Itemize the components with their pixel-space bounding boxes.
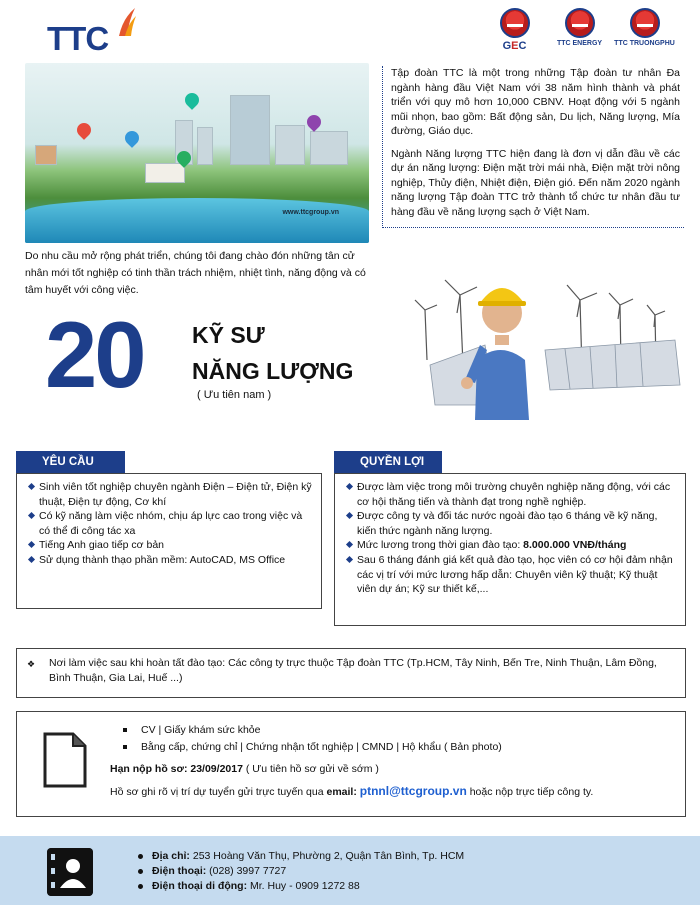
job-note: ( Ưu tiên nam ) [197, 389, 272, 401]
partner-logos [487, 8, 675, 52]
intro-paragraph-1: Tập đoàn TTC là một trong những Tập đoàn tư nhân Đa ngành hàng đầu Việt Nam với 38 năm hình thành và phát triển với quy mô hơn 10,000 CBNV. Hoạt động với 5 ngành mũi nhọn, bao gồm: Bất động sản, Du lịch, Năng lượng, Mía đường, Giáo dục. [391, 67, 680, 137]
company-intro [382, 66, 684, 228]
hero-illustration [25, 63, 369, 243]
deadline-label: Hạn nộp hồ sơ: 23/09/2017 [110, 763, 243, 775]
list-item: Sau 6 tháng đánh giá kết quả đào tạo, học viên có cơ hội đảm nhận các vị trí với mức lương hấp dẫn: Chuyên viên kỹ thuật; Kỹ thuật viên dự án; Kỹ sư thiết kế,... [347, 553, 679, 597]
email-label: email: [326, 786, 357, 798]
contact-phone [138, 864, 464, 879]
document-icon [43, 732, 87, 788]
requirements-list [29, 480, 315, 568]
job-count: 20 [45, 302, 144, 407]
requirements-box [16, 473, 322, 609]
ttc-truongphu-emblem-icon [630, 8, 660, 38]
list-item: Được công ty và đối tác nước ngoài đào tạo 6 tháng về kỹ năng, kiến thức ngành năng lượng. [347, 509, 679, 538]
list-item [347, 538, 679, 553]
email-link[interactable]: ptnnl@ttcgroup.vn [359, 784, 467, 798]
work-location-box [16, 648, 686, 698]
job-title-line-2: NĂNG LƯỢNG [192, 358, 354, 384]
requirements-heading: YÊU CẦU [16, 451, 125, 473]
submission-prefix: Hồ sơ ghi rõ vị trí dự tuyển gửi trực tuyến qua [110, 786, 327, 798]
ttc-logo [45, 6, 135, 57]
diamond-bullet-icon: ❖ [27, 659, 36, 669]
welcome-text: Do nhu cầu mở rộng phát triển, chúng tôi đang chào đón những tân cử nhân mới tốt nghiệp có tinh thần trách nhiệm, nhiệt tình, năng động và có tâm huyết với công việc. [25, 250, 366, 296]
benefits-list [347, 480, 679, 597]
contact-address [138, 849, 464, 864]
benefits-heading: QUYỀN LỢI [334, 451, 442, 473]
contact-card-icon [47, 848, 93, 896]
job-title-line-1: KỸ SƯ [192, 322, 265, 348]
gec-emblem-icon [500, 8, 530, 38]
application-documents-box [16, 711, 686, 817]
list-item: CV | Giấy khám sức khỏe [121, 722, 675, 739]
list-item: Có kỹ năng làm việc nhóm, chịu áp lực cao trong việc và có thể đi công tác xa [29, 509, 315, 538]
list-item: Sử dụng thành thạo phần mềm: AutoCAD, MS Office [29, 553, 315, 568]
mobile-value: Mr. Huy - 0909 1272 88 [247, 880, 360, 892]
ttc-energy-emblem-icon [565, 8, 595, 38]
salary-label: Mức lương trong thời gian đào tạo: [357, 539, 524, 552]
partner-gec-label: GΕC [502, 40, 527, 52]
list-item: Tiếng Anh giao tiếp cơ bản [29, 538, 315, 553]
deadline-line [110, 763, 379, 775]
deadline-note: ( Ưu tiên hồ sơ gửi về sớm ) [242, 763, 379, 775]
mobile-label: Điện thoại di động: [152, 880, 248, 892]
partner-ttc-energy [552, 8, 607, 52]
work-location-text: Nơi làm việc sau khi hoàn tất đào tạo: Các công ty trực thuộc Tập đoàn TTC (Tp.HCM, Tây Ninh, Bến Tre, Ninh Thuận, Lâm Đồng, Bình Thuận, Gia Lai, Huế ...) [49, 657, 657, 684]
partner-ttc-truongphu [614, 8, 675, 52]
submission-suffix: hoặc nộp trực tiếp công ty. [466, 786, 594, 798]
address-label: Địa chỉ: [152, 850, 190, 862]
logo-swoosh-icon [115, 6, 137, 38]
partner-energy-label: TTC ENERGY [556, 40, 603, 47]
partner-truongphu-label: TTC TRUONGPHU [614, 40, 675, 47]
list-item: Sinh viên tốt nghiệp chuyên ngành Điện – Điện tử, Điện kỹ thuật, Điện tự động, Cơ khí [29, 480, 315, 509]
benefits-box [334, 473, 686, 626]
hero-url: www.ttcgroup.vn [282, 209, 339, 216]
partner-gec [487, 8, 542, 52]
submission-line [110, 784, 593, 798]
contact-footer [0, 836, 700, 905]
documents-list [121, 722, 675, 756]
logo-text: TTC [47, 20, 109, 57]
contact-list [138, 849, 464, 894]
address-value: 253 Hoàng Văn Thụ, Phường 2, Quận Tân Bình, Tp. HCM [189, 850, 465, 862]
intro-paragraph-2: Ngành Năng lượng TTC hiện đang là đơn vị dẫn đầu về các dự án năng lượng: Điện mặt trời mái nhà, Điện mặt trời nông nghiệp, Thủy điện, Nhiệt điện, Điện gió. Đến năm 2020 ngành năng lượng Tập đoàn TTC trở thành tổ chức tư nhân đầu tư hàng đầu về năng lượng sạch ở Việt Nam. [391, 147, 680, 218]
list-item: Được làm việc trong môi trường chuyên nghiệp năng động, với các cơ hội thăng tiến và thành đạt trong nghề nghiệp. [347, 480, 679, 509]
salary-value: 8.000.000 VNĐ/tháng [523, 539, 627, 552]
phone-label: Điện thoại: [152, 865, 207, 877]
engineer-wind-turbines-illustration [405, 265, 685, 420]
phone-value: (028) 3997 7727 [206, 865, 287, 877]
list-item: Bằng cấp, chứng chỉ | Chứng nhận tốt nghiệp | CMND | Hộ khẩu ( Bản photo) [121, 739, 675, 756]
contact-mobile [138, 879, 464, 894]
